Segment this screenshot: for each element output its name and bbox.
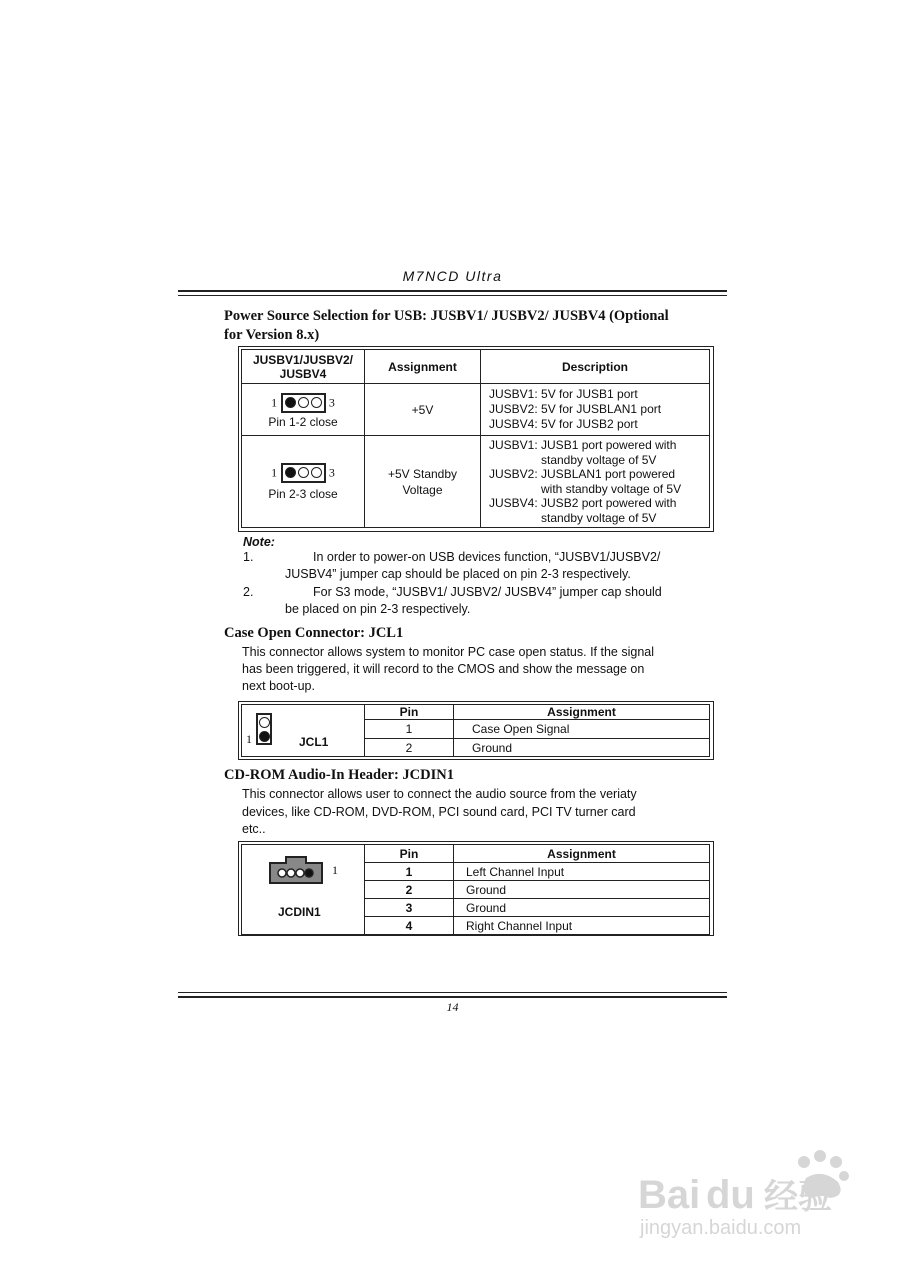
note-line: In order to power-on USB devices function, “JUSBV1/JUSBV2/ bbox=[313, 550, 661, 564]
description-line: JUSBV1: JUSB1 port powered with bbox=[489, 438, 677, 452]
jumper-pins-2-3-closed-icon bbox=[281, 463, 326, 483]
pin-number-label: 1 bbox=[332, 863, 338, 877]
description-line: with standby voltage of 5V bbox=[541, 482, 682, 496]
jcdin1-pin-table bbox=[241, 844, 710, 935]
jumper-caption: Pin 1-2 close bbox=[268, 414, 338, 429]
watermark-brand-text: Bai bbox=[638, 1173, 701, 1217]
jcdin1-diagram-cell bbox=[242, 845, 365, 935]
usb-col-jumper-header-line2: JUSBV4 bbox=[279, 366, 327, 381]
note-number: 2. bbox=[243, 585, 254, 599]
assignment-value: Voltage bbox=[402, 482, 443, 497]
pin-cell: 2 bbox=[365, 739, 454, 757]
assignment-value: +5V Standby bbox=[387, 466, 458, 481]
usb-jumper-table bbox=[241, 349, 710, 528]
note-line: be placed on pin 2-3 respectively. bbox=[285, 602, 471, 616]
table-row bbox=[242, 436, 710, 528]
case-open-heading: Case Open Connector: JCL1 bbox=[224, 625, 404, 641]
description-line: JUSBV4: 5V for JUSB2 port bbox=[489, 417, 638, 431]
jcl1-col-assignment-header: Assignment bbox=[454, 705, 710, 720]
description-line: JUSBV1: 5V for JUSB1 port bbox=[489, 387, 638, 401]
assignment-cell: Ground bbox=[454, 739, 710, 757]
jumper-diagram-cell bbox=[242, 436, 365, 528]
jcdin1-connector-label: JCDIN1 bbox=[278, 905, 321, 919]
pin-cell: 1 bbox=[365, 863, 454, 881]
jumper-pins-1-2-closed-icon bbox=[281, 393, 326, 413]
pin-number-label: 1 bbox=[271, 465, 278, 479]
svg-text:经验: 经验 bbox=[764, 1177, 832, 1217]
note-line: JUSBV4” jumper cap should be placed on pin 2-3 respectively. bbox=[285, 567, 631, 581]
jumper-caption: Pin 2-3 close bbox=[268, 486, 338, 501]
pin-cell: 1 bbox=[365, 720, 454, 739]
pin-number-label: 3 bbox=[328, 395, 335, 409]
footer-rule-thin bbox=[178, 992, 727, 993]
cdrom-paragraph-line: This connector allows user to connect the audio source from the veriaty bbox=[242, 787, 637, 801]
jcl1-pin-table bbox=[241, 704, 710, 757]
assignment-cell: Ground bbox=[454, 899, 710, 917]
usb-col-jumper-header bbox=[242, 350, 365, 384]
assignment-cell: Case Open Signal bbox=[454, 720, 710, 739]
pin-number-label: 3 bbox=[328, 465, 335, 479]
jcl1-connector-label: JCL1 bbox=[299, 735, 329, 749]
note-line: For S3 mode, “JUSBV1/ JUSBV2/ JUSBV4” jumper cap should bbox=[313, 585, 662, 599]
description-cell bbox=[481, 436, 710, 528]
header-rule-thin bbox=[178, 295, 727, 296]
assignment-cell: Right Channel Input bbox=[454, 917, 710, 935]
description-line: standby voltage of 5V bbox=[541, 511, 657, 525]
running-title: M7NCD Ultra bbox=[402, 268, 503, 284]
two-pin-header-icon bbox=[256, 713, 272, 745]
svg-text:du: du bbox=[706, 1173, 755, 1217]
jcl1-col-pin-header: Pin bbox=[365, 705, 454, 720]
jcdin1-col-pin-header: Pin bbox=[365, 845, 454, 863]
pin-cell: 2 bbox=[365, 881, 454, 899]
jcdin1-col-assignment-header: Assignment bbox=[454, 845, 710, 863]
pin-number-label: 1 bbox=[246, 732, 252, 746]
svg-text:jingyan.baidu.com: jingyan.baidu.com bbox=[640, 1217, 802, 1238]
page-number: 14 bbox=[446, 1000, 459, 1014]
case-open-paragraph-line: This connector allows system to monitor PC case open status. If the signal bbox=[242, 645, 654, 659]
assignment-cell bbox=[365, 384, 481, 436]
table-row bbox=[242, 384, 710, 436]
cdrom-heading: CD-ROM Audio-In Header: JCDIN1 bbox=[224, 767, 454, 783]
baidu-jingyan-watermark-logo bbox=[636, 1148, 856, 1238]
description-cell bbox=[481, 384, 710, 436]
cdrom-paragraph-line: devices, like CD-ROM, DVD-ROM, PCI sound card, PCI TV turner card bbox=[242, 805, 636, 819]
assignment-cell: Ground bbox=[454, 881, 710, 899]
pin-number-label: 1 bbox=[271, 395, 278, 409]
usb-col-assignment-header: Assignment bbox=[365, 350, 481, 384]
assignment-cell bbox=[365, 436, 481, 528]
cdrom-paragraph-line: etc.. bbox=[242, 822, 266, 836]
description-line: JUSBV2: JUSBLAN1 port powered bbox=[489, 467, 676, 481]
jcl1-diagram-cell bbox=[242, 705, 365, 757]
assignment-value: +5V bbox=[411, 402, 434, 417]
pin-cell: 3 bbox=[365, 899, 454, 917]
usb-col-jumper-header-line1: JUSBV1/JUSBV2/ bbox=[252, 352, 354, 367]
footer-rule-thick bbox=[178, 996, 727, 998]
pin-cell: 4 bbox=[365, 917, 454, 935]
usb-section-heading-line1: Power Source Selection for USB: JUSBV1/ JUSBV2/ JUSBV4 (Optional bbox=[224, 308, 669, 324]
case-open-paragraph-line: next boot-up. bbox=[242, 679, 315, 693]
usb-col-description-header: Description bbox=[481, 350, 710, 384]
description-line: JUSBV2: 5V for JUSBLAN1 port bbox=[489, 402, 662, 416]
description-line: standby voltage of 5V bbox=[541, 453, 657, 467]
jumper-diagram-cell bbox=[242, 384, 365, 436]
usb-section-heading-line2: for Version 8.x) bbox=[224, 327, 320, 343]
header-rule-thick bbox=[178, 290, 727, 292]
note-label: Note: bbox=[243, 535, 275, 549]
case-open-paragraph-line: has been triggered, it will record to the CMOS and show the message on bbox=[242, 662, 645, 676]
assignment-cell: Left Channel Input bbox=[454, 863, 710, 881]
description-line: JUSBV4: JUSB2 port powered with bbox=[489, 496, 677, 510]
note-number: 1. bbox=[243, 550, 254, 564]
four-pin-audio-header-icon bbox=[268, 855, 324, 885]
